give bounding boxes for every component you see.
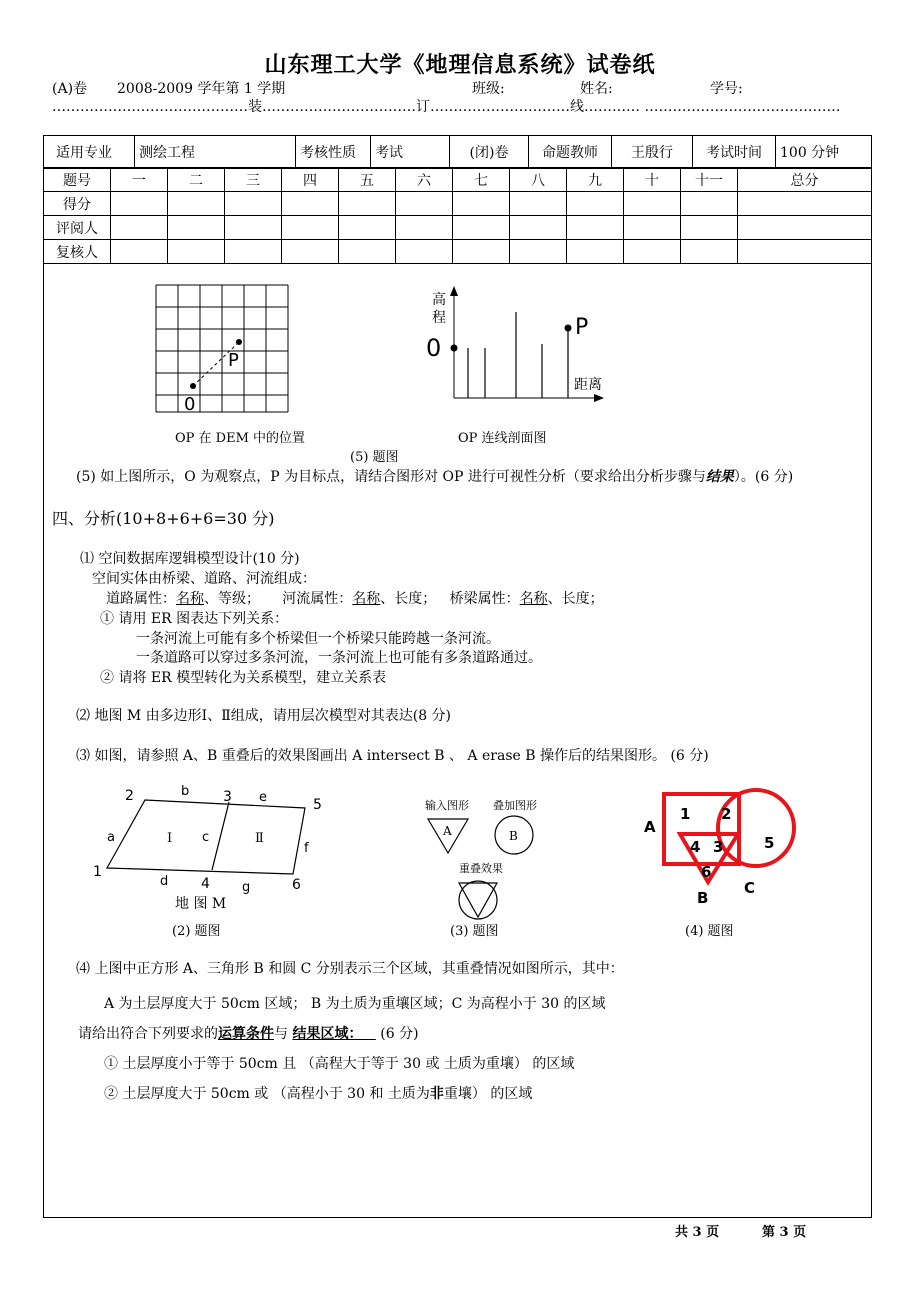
q4-intro: ⑷ 上图中正方形 A、三角形 B 和圆 C 分别表示三个区域，其重叠情况如图所示，其中： xyxy=(76,961,624,977)
header-cell: 二 xyxy=(168,168,225,192)
header-cell: 总分 xyxy=(738,168,872,192)
page-total: 共 3 页 xyxy=(675,1225,720,1240)
profile-point-o xyxy=(451,345,458,352)
score-cell[interactable] xyxy=(510,192,567,216)
region-1: 1 xyxy=(680,805,691,823)
region-label-b: B xyxy=(697,889,709,907)
label-b: B xyxy=(509,829,518,843)
result-triangle xyxy=(459,883,497,917)
fig5-caption-right: OP 连线剖面图 xyxy=(458,431,547,446)
edge-c: c xyxy=(202,830,210,845)
score-cell[interactable] xyxy=(624,240,681,264)
question-5: (5) 如上图所示，O 为观察点，P 为目标点，请结合图形对 OP 进行可视性分析（要求给出分析步骤与结果）。(6 分) xyxy=(76,469,794,485)
fig2-caption: (2) 题图 xyxy=(172,924,221,939)
score-table xyxy=(43,167,872,264)
score-cell[interactable] xyxy=(681,216,738,240)
score-cell[interactable] xyxy=(282,192,339,216)
point-p xyxy=(236,339,242,345)
header-cell: 三 xyxy=(225,168,282,192)
score-cell[interactable] xyxy=(111,216,168,240)
closed-book: (闭)卷 xyxy=(450,136,529,169)
score-cell[interactable] xyxy=(738,240,872,264)
q1-attributes: 道路属性：名称、等级； 河流属性：名称、长度； 桥梁属性：名称、长度； xyxy=(106,591,604,607)
condition-emphasis: 运算条件 xyxy=(218,1026,274,1042)
row-label: 复核人 xyxy=(44,240,111,264)
q1-title: ⑴ 空间数据库逻辑模型设计(10 分) xyxy=(80,551,300,567)
score-cell[interactable] xyxy=(396,192,453,216)
region-6: 6 xyxy=(701,863,712,881)
score-cell[interactable] xyxy=(339,240,396,264)
row-label: 得分 xyxy=(44,192,111,216)
score-cell[interactable] xyxy=(624,192,681,216)
q3: ⑶ 如图，请参照 A、B 重叠后的效果图画出 A intersect B 、 A erase B 操作后的结果图形。 (6 分) xyxy=(76,748,709,764)
q1-sub1-b: 一条道路可以穿过多条河流，一条河流上也可能有多条道路通过。 xyxy=(136,650,542,666)
node-6: 6 xyxy=(292,877,301,893)
score-cell[interactable] xyxy=(567,240,624,264)
reviewer-row xyxy=(44,216,872,240)
score-cell[interactable] xyxy=(396,216,453,240)
fig4-caption: (4) 题图 xyxy=(685,924,734,939)
polygon-2-label: Ⅱ xyxy=(255,831,264,846)
header-cell: 四 xyxy=(282,168,339,192)
edge-b: b xyxy=(181,784,190,799)
label-p: P xyxy=(228,350,239,371)
teacher-value: 王殷行 xyxy=(612,136,693,169)
node-4: 4 xyxy=(201,876,210,892)
score-cell[interactable] xyxy=(111,192,168,216)
score-cell[interactable] xyxy=(339,192,396,216)
header-cell: 题号 xyxy=(44,168,111,192)
region-4: 4 xyxy=(690,838,701,856)
q5-emphasis: 结果 xyxy=(705,469,734,485)
student-id-label: 学号: xyxy=(710,81,743,97)
dem-grid-figure xyxy=(150,280,300,420)
score-cell[interactable] xyxy=(225,216,282,240)
score-cell[interactable] xyxy=(738,192,872,216)
nature-value: 考试 xyxy=(371,136,450,169)
node-2: 2 xyxy=(125,788,134,804)
node-1: 1 xyxy=(93,864,102,880)
q1-sub1: ① 请用 ER 图表达下列关系： xyxy=(100,611,289,627)
score-cell[interactable] xyxy=(453,216,510,240)
edge-g: g xyxy=(242,880,251,895)
axis-y-char2: 程 xyxy=(432,310,446,326)
score-cell[interactable] xyxy=(453,192,510,216)
nature-label: 考核性质 xyxy=(296,136,371,169)
region-5: 5 xyxy=(764,834,775,852)
edge-d: d xyxy=(160,874,169,889)
binding-line: ……………………………………装……………………………订…………………………线………… …………………………………… xyxy=(52,99,841,115)
time-label: 考试时间 xyxy=(693,136,776,169)
region-figure xyxy=(640,782,820,912)
header-cell: 八 xyxy=(510,168,567,192)
header-cell: 十 xyxy=(624,168,681,192)
score-cell[interactable] xyxy=(225,192,282,216)
score-cell[interactable] xyxy=(168,216,225,240)
section-4-title: 四、分析(10+8+6+6=30 分) xyxy=(52,509,275,528)
score-cell[interactable] xyxy=(339,216,396,240)
overlay-shape-label: 叠加图形 xyxy=(493,799,537,812)
score-header-row xyxy=(44,168,872,192)
edge-e: e xyxy=(259,790,267,805)
score-cell[interactable] xyxy=(225,240,282,264)
q4-item-2: ② 土层厚度大于 50cm 或 （高程小于 30 和 土质为非重壤） 的区域 xyxy=(104,1086,533,1102)
paper-type: (A)卷 xyxy=(52,81,88,97)
fig3-caption: (3) 题图 xyxy=(450,924,499,939)
edge-a: a xyxy=(107,830,115,845)
row-label: 评阅人 xyxy=(44,216,111,240)
header-cell: 五 xyxy=(339,168,396,192)
major-value: 测绘工程 xyxy=(135,136,296,169)
major-label: 适用专业 xyxy=(44,136,135,169)
header-cell: 九 xyxy=(567,168,624,192)
score-cell[interactable] xyxy=(567,216,624,240)
header-cell: 六 xyxy=(396,168,453,192)
axis-y-char1: 高 xyxy=(432,292,446,308)
region-3: 3 xyxy=(713,838,724,856)
result-emphasis: 结果区域： xyxy=(292,1026,363,1042)
input-shape-label: 输入图形 xyxy=(425,799,469,812)
edge-f: f xyxy=(304,841,309,856)
map-m-figure xyxy=(85,780,335,920)
score-cell[interactable] xyxy=(282,240,339,264)
fig5-caption: (5) 题图 xyxy=(350,450,399,465)
score-cell[interactable] xyxy=(282,216,339,240)
score-cell[interactable] xyxy=(111,240,168,264)
point-o xyxy=(190,383,196,389)
profile-label-p: P xyxy=(575,315,589,340)
teacher-label: 命题教师 xyxy=(529,136,612,169)
result-circle xyxy=(459,881,497,919)
score-cell[interactable] xyxy=(396,240,453,264)
score-cell[interactable] xyxy=(738,216,872,240)
polygon-1-label: Ⅰ xyxy=(167,831,173,846)
profile-figure xyxy=(420,284,610,404)
node-3: 3 xyxy=(223,789,232,805)
q4-item-1: ① 土层厚度小于等于 50cm 且 （高程大于等于 30 或 土质为重壤） 的区域 xyxy=(104,1056,575,1072)
page-title: 山东理工大学《地理信息系统》试卷纸 xyxy=(264,52,656,78)
circle-c xyxy=(718,790,794,866)
node-5: 5 xyxy=(313,797,322,813)
score-cell[interactable] xyxy=(624,216,681,240)
result-label: 重叠效果 xyxy=(459,862,503,875)
header-cell: 一 xyxy=(111,168,168,192)
header-cell: 十一 xyxy=(681,168,738,192)
overlay-figure xyxy=(415,795,555,925)
score-cell[interactable] xyxy=(510,240,567,264)
class-label: 班级: xyxy=(472,81,505,97)
score-row xyxy=(44,192,872,216)
region-2: 2 xyxy=(721,805,732,823)
axis-x-label: 距离 xyxy=(574,377,602,393)
score-cell[interactable] xyxy=(681,240,738,264)
score-cell[interactable] xyxy=(681,192,738,216)
label-a: A xyxy=(443,824,452,838)
fig5-caption-left: OP 在 DEM 中的位置 xyxy=(175,431,306,446)
q1-sub1-a: 一条河流上可能有多个桥梁但一个桥梁只能跨越一条河流。 xyxy=(136,631,500,647)
profile-label-o: 0 xyxy=(426,334,442,362)
semester: 2008-2009 学年第 1 学期 xyxy=(117,81,286,97)
page-number: 第 3 页 xyxy=(762,1225,807,1240)
score-cell[interactable] xyxy=(168,192,225,216)
map-m-title: 地 图 M xyxy=(175,896,227,912)
region-label-a: A xyxy=(644,818,656,836)
score-cell[interactable] xyxy=(168,240,225,264)
q1-sub2: ② 请将 ER 模型转化为关系模型，建立关系表 xyxy=(100,670,387,686)
header-cell: 七 xyxy=(453,168,510,192)
profile-point-p xyxy=(565,325,572,332)
exam-info-table xyxy=(43,135,872,169)
score-cell[interactable] xyxy=(510,216,567,240)
score-cell[interactable] xyxy=(567,192,624,216)
q4-ask: 请给出符合下列要求的运算条件与 结果区域： (6 分) xyxy=(78,1026,419,1042)
rechecker-row xyxy=(44,240,872,264)
name-label: 姓名: xyxy=(580,81,613,97)
region-label-c: C xyxy=(744,879,756,897)
label-o: 0 xyxy=(184,394,196,415)
time-value: 100 分钟 xyxy=(776,136,872,169)
q1-line1: 空间实体由桥梁、道路、河流组成： xyxy=(92,571,316,587)
q2: ⑵ 地图 M 由多边形Ⅰ、Ⅱ组成，请用层次模型对其表达(8 分) xyxy=(76,708,452,724)
score-cell[interactable] xyxy=(453,240,510,264)
q4-definitions: A 为土层厚度大于 50cm 区域； B 为土质为重壤区域；C 为高程小于 30 的区域 xyxy=(104,996,606,1012)
